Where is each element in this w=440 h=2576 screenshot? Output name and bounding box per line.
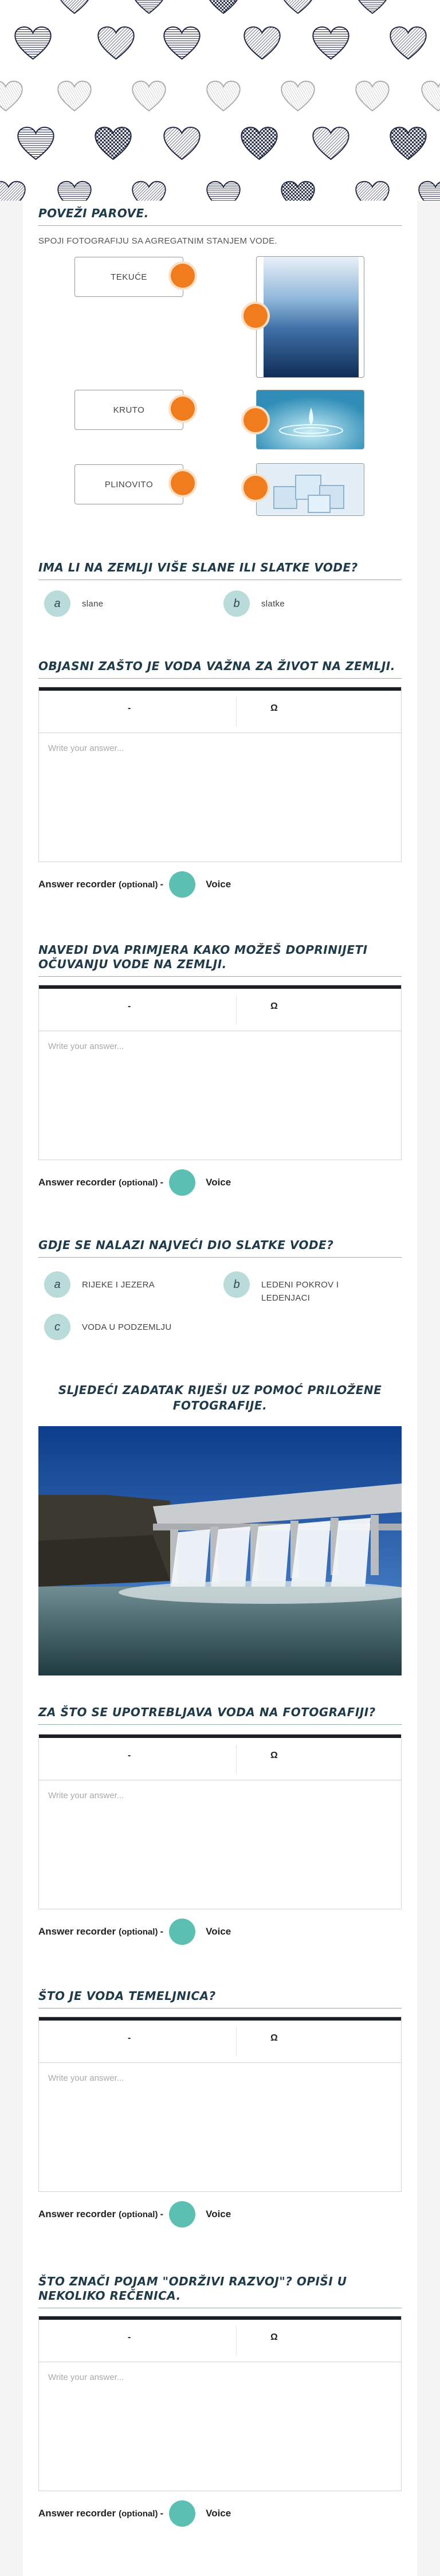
q6-title: ŠTO JE VODA TEMELJNICA? (38, 1989, 402, 2009)
recorder-voice-label: Voice (206, 879, 231, 890)
option-letter: b (223, 590, 250, 617)
record-button[interactable] (169, 1919, 195, 1945)
option-letter: a (44, 590, 70, 617)
option-text: slatke (261, 599, 285, 609)
toolbar-divider (236, 996, 237, 1024)
option-letter: b (223, 1271, 250, 1298)
q4-title: GDJE SE NALAZI NAJVEĆI DIO SLATKE VODE? (38, 1238, 402, 1258)
editor-toolbar (39, 2017, 401, 2063)
answer-input[interactable] (39, 1780, 401, 1909)
record-button[interactable] (169, 2500, 195, 2527)
recorder-dash: - (160, 1926, 164, 1937)
special-chars-button[interactable]: Ω (270, 703, 278, 713)
option-text: LEDENI POKROV I LEDENJACI (261, 1280, 339, 1303)
toolbar-divider (236, 2027, 237, 2056)
record-button[interactable] (169, 2201, 195, 2227)
q1-option-b[interactable] (223, 590, 285, 617)
editor-toolbar (39, 2316, 401, 2362)
recorder-dash: - (160, 2508, 164, 2519)
recorder-voice-label: Voice (206, 1926, 231, 1937)
recorder-label: Answer recorder (38, 2209, 116, 2219)
toolbar-divider (236, 1745, 237, 1774)
q2-title: OBJASNI ZAŠTO JE VODA VAŽNA ZA ŽIVOT NA ZEMLJI. (38, 659, 402, 679)
match-instruction: SPOJI FOTOGRAFIJU SA AGREGATNIM STANJEM VODE. (38, 236, 277, 246)
q5-title: ZA ŠTO SE UPOTREBLJAVA VODA NA FOTOGRAFIJI? (38, 1705, 402, 1725)
editor-toolbar (39, 985, 401, 1031)
q7-answer-recorder (38, 2500, 231, 2527)
recorder-dash: - (160, 1177, 164, 1188)
option-text: VODA U PODZEMLJU (82, 1322, 172, 1332)
special-chars-button[interactable]: Ω (270, 2033, 278, 2043)
q1-title: IMA LI NA ZEMLJI VIŠE SLANE ILI SLATKE VODE? (38, 561, 402, 580)
option-letter: c (44, 1314, 70, 1340)
recorder-dash: - (160, 879, 164, 890)
match-dot-word-2[interactable] (171, 397, 195, 421)
recorder-optional: (optional) (119, 1927, 158, 1937)
match-word-solid[interactable]: KRUTO (74, 390, 183, 430)
match-dot-photo-2[interactable] (243, 408, 268, 432)
q7-answer-editor (38, 2316, 402, 2491)
header-banner (0, 0, 440, 201)
answer-input[interactable] (39, 2063, 401, 2191)
q5-answer-recorder (38, 1919, 231, 1945)
recorder-optional: (optional) (119, 1177, 158, 1188)
subscript-button[interactable]: - (128, 2332, 131, 2342)
match-word-liquid[interactable]: TEKUĆE (74, 257, 183, 297)
record-button[interactable] (169, 871, 195, 898)
recorder-voice-label: Voice (206, 2209, 231, 2219)
match-dot-word-3[interactable] (171, 471, 195, 495)
answer-input[interactable] (39, 733, 401, 862)
q4-option-b[interactable] (223, 1271, 390, 1305)
q7-title: ŠTO ZNAČI POJAM "ODRŽIVI RAZVOJ"? OPIŠI U NEKOLIKO REČENICA. (38, 2274, 402, 2308)
recorder-label: Answer recorder (38, 1926, 116, 1937)
special-chars-button[interactable]: Ω (270, 1001, 278, 1011)
recorder-optional: (optional) (119, 2508, 158, 2519)
answer-input[interactable] (39, 1031, 401, 1160)
subscript-button[interactable]: - (128, 2033, 131, 2043)
match-title: POVEŽI PAROVE. (38, 206, 402, 226)
q2-answer-editor (38, 687, 402, 862)
heart-pattern-icon (0, 0, 440, 201)
answer-input[interactable] (39, 2362, 401, 2491)
q3-answer-recorder (38, 1169, 231, 1196)
photo-task-title: SLJEDEĆI ZADATAK RIJEŠI UZ POMOĆ PRILOŽENE FOTOGRAFIJE. (58, 1383, 382, 1412)
editor-toolbar (39, 1735, 401, 1780)
water-drop-photo[interactable] (256, 390, 364, 449)
toolbar-divider (236, 698, 237, 726)
q4-option-c[interactable] (44, 1314, 172, 1340)
ice-cubes-photo[interactable] (256, 463, 364, 516)
record-button[interactable] (169, 1169, 195, 1196)
recorder-label: Answer recorder (38, 1177, 116, 1188)
water-surface-photo[interactable] (256, 256, 364, 378)
recorder-voice-label: Voice (206, 1177, 231, 1188)
match-dot-photo-3[interactable] (243, 476, 268, 500)
recorder-label: Answer recorder (38, 2508, 116, 2519)
q2-answer-recorder (38, 871, 231, 898)
subscript-button[interactable]: - (128, 1751, 131, 1760)
dam-photo (38, 1426, 402, 1675)
option-letter: a (44, 1271, 70, 1298)
option-text: slane (82, 599, 104, 609)
special-chars-button[interactable]: Ω (270, 2332, 278, 2342)
editor-toolbar (39, 687, 401, 733)
subscript-button[interactable]: - (128, 703, 131, 713)
match-dot-photo-1[interactable] (243, 304, 268, 328)
q4-option-a[interactable] (44, 1271, 155, 1298)
special-chars-button[interactable]: Ω (270, 1751, 278, 1760)
option-text: RIJEKE I JEZERA (82, 1280, 155, 1290)
recorder-voice-label: Voice (206, 2508, 231, 2519)
q6-answer-editor (38, 2017, 402, 2192)
toolbar-divider (236, 2327, 237, 2355)
q3-answer-editor (38, 985, 402, 1160)
recorder-optional: (optional) (119, 2209, 158, 2219)
q3-title: NAVEDI DVA PRIMJERA KAKO MOŽEŠ DOPRINIJETI OČUVANJU VODE NA ZEMLJI. (38, 943, 402, 977)
q5-answer-editor (38, 1734, 402, 1909)
recorder-dash: - (160, 2209, 164, 2219)
recorder-optional: (optional) (119, 879, 158, 890)
recorder-label: Answer recorder (38, 879, 116, 890)
q6-answer-recorder (38, 2201, 231, 2227)
match-dot-word-1[interactable] (171, 264, 195, 288)
match-word-gas[interactable]: PLINOVITO (74, 464, 183, 504)
subscript-button[interactable]: - (128, 1001, 131, 1011)
q1-option-a[interactable] (44, 590, 103, 617)
